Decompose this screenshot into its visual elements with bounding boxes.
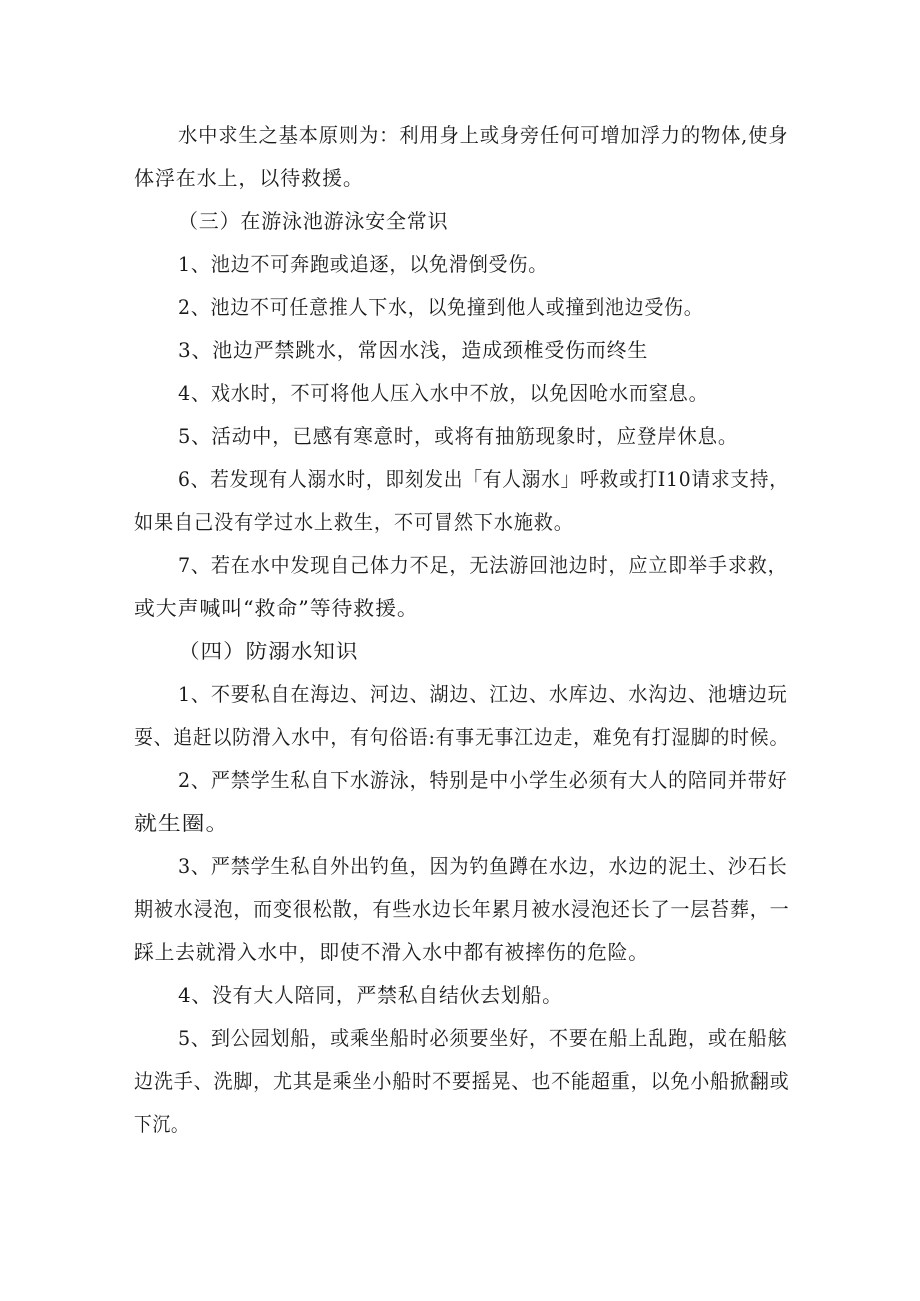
paragraph-line: 踩上去就滑入水中，即使不滑入水中都有被摔伤的危险。 [134,940,649,964]
paragraph-line: 如果自己没有学过水上救生，不可冒然下水施救。 [134,510,574,534]
section-heading: （三）在游泳池游泳安全常识 [178,209,449,233]
paragraph-line: 1、池边不可奔跑或追逐，以免滑倒受伤。 [178,252,549,276]
paragraph-line: 4、戏水时，不可将他人压入水中不放，以免因呛水而窒息。 [178,381,709,405]
paragraph-line: 水中求生之基本原则为：利用身上或身旁任何可增加浮力的物体,使身 [178,123,789,147]
paragraph-line: 就生圈。 [134,811,230,835]
paragraph-line: 6、若发现有人溺水时，即刻发出「有人溺水」呼救或打I10请求支持， [178,467,789,491]
paragraph-line: 2、池边不可任意推人下水，以免撞到他人或撞到池边受伤。 [178,295,704,319]
paragraph-line: 或大声喊叫“救命”等待救援。 [134,596,419,620]
paragraph-line: 3、池边严禁跳水，常因水浅，造成颈椎受伤而终生 [178,338,649,362]
paragraph-line: 1、不要私自在海边、河边、湖边、江边、水库边、水沟边、池塘边玩 [178,682,788,706]
paragraph-line: 期被水浸泡，而变很松散，有些水边长年累月被水浸泡还长了一层苔葬，一 [134,897,790,921]
paragraph-line: 3、严禁学生私自外出钓鱼，因为钓鱼蹲在水边，水边的泥土、沙石长 [178,854,788,878]
paragraph-line: 5、到公园划船，或乘坐船时必须要坐好，不要在船上乱跑，或在船舷 [178,1026,788,1050]
paragraph-line: 7、若在水中发现自己体力不足，无法游回池边时，应立即举手求救， [178,553,788,577]
section-heading: （四）防溺水知识 [178,639,359,663]
paragraph-line: 耍、追赶以防滑入水中，有句俗语:有事无事江边走，难免有打湿脚的时候。 [134,725,790,749]
paragraph-line: 下沉。 [134,1112,190,1136]
paragraph-line: 4、没有大人陪同，严禁私自结伙去划船。 [178,983,563,1007]
paragraph-line: 2、严禁学生私自下水游泳，特别是中小学生必须有大人的陪同并带好 [178,768,788,792]
paragraph-line: 体浮在水上，以待救援。 [134,166,364,190]
paragraph-line: 5、活动中，已感有寒意时，或将有抽筋现象时，应登岸休息。 [178,424,739,448]
paragraph-line: 边洗手、洗脚，尤其是乘坐小船时不要摇晃、也不能超重，以免小船掀翻或 [134,1069,790,1093]
